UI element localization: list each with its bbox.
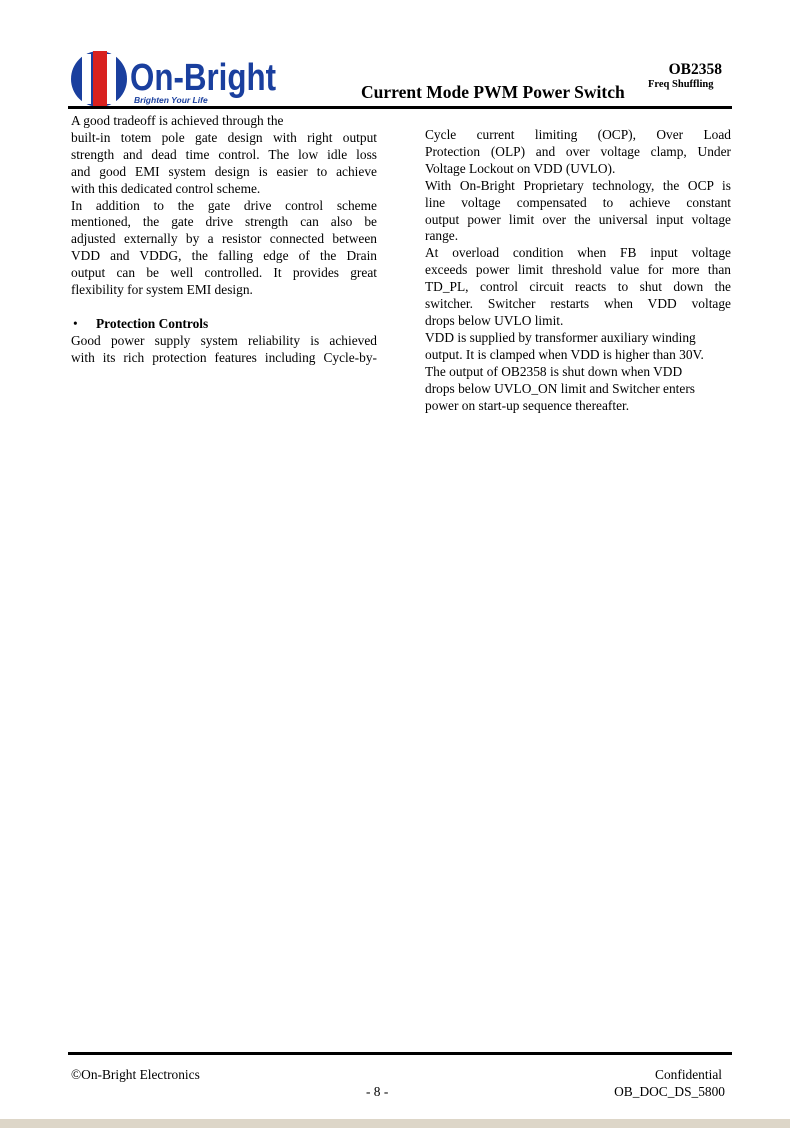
text-line: TD_PL, control circuit reacts to shut down the <box>425 279 731 295</box>
document-id: OB_DOC_DS_5800 <box>614 1084 725 1099</box>
text-line: line voltage compensated to achieve constant <box>425 194 731 210</box>
logo-red-bar <box>93 51 107 107</box>
text-line: Protection (OLP) and over voltage clamp, Under <box>425 143 731 159</box>
text-line: strength and dead time control. The low idle loss <box>71 146 377 162</box>
text-line: In addition to the gate drive control scheme <box>71 197 377 213</box>
text-line: adjusted externally by a resistor connected between <box>71 231 377 247</box>
right-column <box>425 127 731 414</box>
text-line: Good power supply system reliability is achieved <box>71 332 377 348</box>
text-line: range. <box>425 228 459 244</box>
logo-wordmark: On-Bright <box>130 57 277 99</box>
section-heading <box>71 316 377 333</box>
document-subtitle: Freq Shuffling <box>648 79 714 90</box>
text-line: Voltage Lockout on VDD (UVLO). <box>425 160 616 176</box>
text-line: VDD and VDDG, the falling edge of the Drain <box>71 248 377 264</box>
text-line: At overload condition when FB input voltage <box>425 245 731 261</box>
page-edge <box>0 1119 790 1128</box>
footer-copyright: ©On-Bright Electronics <box>71 1067 200 1082</box>
section-heading-text: Protection Controls <box>96 315 209 331</box>
text-line: A good tradeoff is achieved through the <box>71 113 284 128</box>
text-line: The output of OB2358 is shut down when VDD <box>425 363 683 379</box>
page-number: - 8 - <box>366 1084 389 1099</box>
text-line: built-in totem pole gate design with right output <box>71 129 377 145</box>
left-column <box>71 113 377 367</box>
part-number: OB2358 <box>668 61 722 78</box>
text-line: VDD is supplied by transformer auxiliary winding <box>425 329 696 345</box>
text-line: drops below UVLO_ON limit and Switcher enters <box>425 380 695 396</box>
company-logo <box>70 50 280 108</box>
text-line: flexibility for system EMI design. <box>71 282 253 298</box>
text-line: With On-Bright Proprietary technology, the OCP is <box>425 177 731 193</box>
text-line: drops below UVLO limit. <box>425 312 564 328</box>
footer-rule <box>68 1052 732 1055</box>
text-line: output can be well controlled. It provides great <box>71 265 377 281</box>
text-line: Cycle current limiting (OCP), Over Load <box>425 127 731 142</box>
header-rule <box>68 106 732 109</box>
document-title: Current Mode PWM Power Switch <box>361 82 625 102</box>
text-line: output power limit over the universal input voltage <box>425 211 731 227</box>
text-line: exceeds power limit threshold value for more than <box>425 262 731 278</box>
logo-tagline: Brighten Your Life <box>134 95 208 105</box>
footer-confidential: Confidential <box>655 1067 722 1082</box>
text-line: output. It is clamped when VDD is higher than 30V. <box>425 346 704 362</box>
text-line: power on start-up sequence thereafter. <box>425 397 630 413</box>
text-line: mentioned, the gate drive strength can also be <box>71 214 377 230</box>
text-line: and good EMI system design is easier to achieve <box>71 163 377 179</box>
bullet-icon: • <box>73 315 78 331</box>
text-line: with this dedicated control scheme. <box>71 180 261 196</box>
text-line: with its rich protection features including Cycle-by- <box>71 349 377 365</box>
text-line: switcher. Switcher restarts when VDD voltage <box>425 296 731 312</box>
